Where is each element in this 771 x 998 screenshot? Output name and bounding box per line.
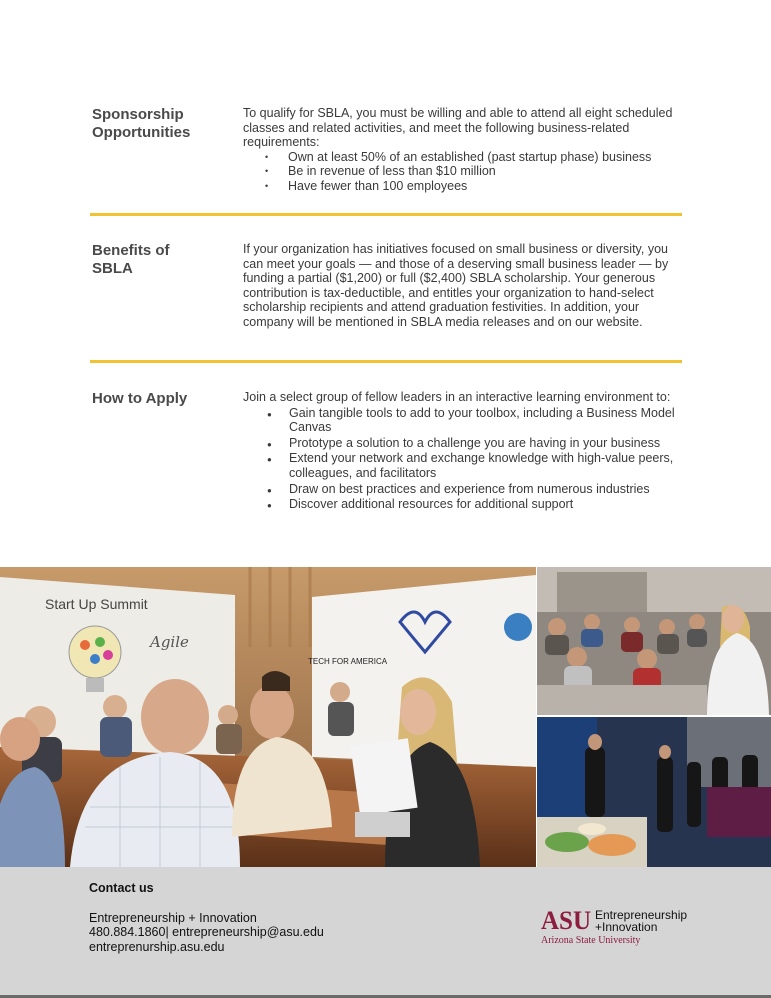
contact-website-link[interactable]: entreprenurship.asu.edu	[89, 939, 225, 954]
whiteboard-title: Start Up Summit	[45, 596, 148, 612]
contact-phone-email[interactable]: 480.884.1860| entrepreneurship@asu.edu	[89, 925, 324, 939]
section-divider	[90, 213, 682, 216]
apply-section	[90, 390, 682, 515]
benefits-heading: Benefits of SBLA	[92, 242, 170, 277]
list-item: • Be in revenue of less than $10 million	[243, 164, 683, 179]
sponsorship-heading: Sponsorship Opportunities	[92, 106, 191, 141]
benefits-body	[243, 242, 683, 330]
list-item: ● Gain tangible tools to add to your toolbox, including a Business Model Canvas	[243, 406, 683, 435]
sponsorship-section	[90, 106, 682, 196]
apply-body	[243, 390, 683, 512]
contact-title: Contact us	[89, 881, 154, 895]
list-item: ● Prototype a solution to a challenge you are having in your business	[243, 436, 683, 451]
contact-org: Entrepreneurship + Innovation	[89, 910, 257, 925]
asu-logo-line1: Entrepreneurship	[595, 908, 688, 922]
asu-logo-university: Arizona State University	[541, 935, 641, 946]
sponsorship-intro: To qualify for SBLA, you must be willing and able to attend all eight scheduled classes and related activities, and meet the following business-related requirements:	[243, 106, 673, 150]
list-item: ● Draw on best practices and experience from numerous industries	[243, 482, 683, 497]
classroom-photo	[537, 567, 771, 715]
asu-logo-mark: ASU	[541, 907, 592, 935]
list-item: ● Discover additional resources for additional support	[243, 497, 683, 512]
section-divider	[90, 360, 682, 363]
benefits-text: If your organization has initiatives focused on small business or diversity, you can meet your goals — and those of a deserving small business leader — by funding a partial ($1,200) or full ($2,400) SBLA scholarship. Your generous contribution is tax-deductible, and entitles your organization to hand-select scholarship recipients and attend graduation festivities. In addition, your company will be mentioned in SBLA media releases and on our website.	[243, 242, 669, 329]
startup-summit-photo	[0, 567, 536, 867]
asu-logo	[541, 907, 711, 947]
apply-intro: Join a select group of fellow leaders in an interactive learning environment to:	[243, 390, 671, 404]
apply-benefits-list	[243, 406, 683, 512]
list-item: ● Extend your network and exchange knowledge with high-value peers, colleagues, and facilitators	[243, 451, 683, 480]
list-item: • Have fewer than 100 employees	[243, 179, 683, 194]
banner-text: TECH FOR AMERICA	[308, 657, 388, 666]
photo-collage	[0, 567, 771, 867]
benefits-section	[90, 242, 682, 332]
contact-block	[89, 881, 324, 954]
footer	[0, 867, 771, 995]
list-item: • Own at least 50% of an established (past startup phase) business	[243, 150, 683, 165]
asu-logo-line2: +Innovation	[595, 920, 658, 934]
sponsorship-requirements-list	[243, 150, 683, 194]
reception-photo	[537, 717, 771, 867]
whiteboard-word: Agile	[150, 633, 189, 651]
sponsorship-body	[243, 106, 683, 194]
apply-heading: How to Apply	[92, 390, 188, 407]
